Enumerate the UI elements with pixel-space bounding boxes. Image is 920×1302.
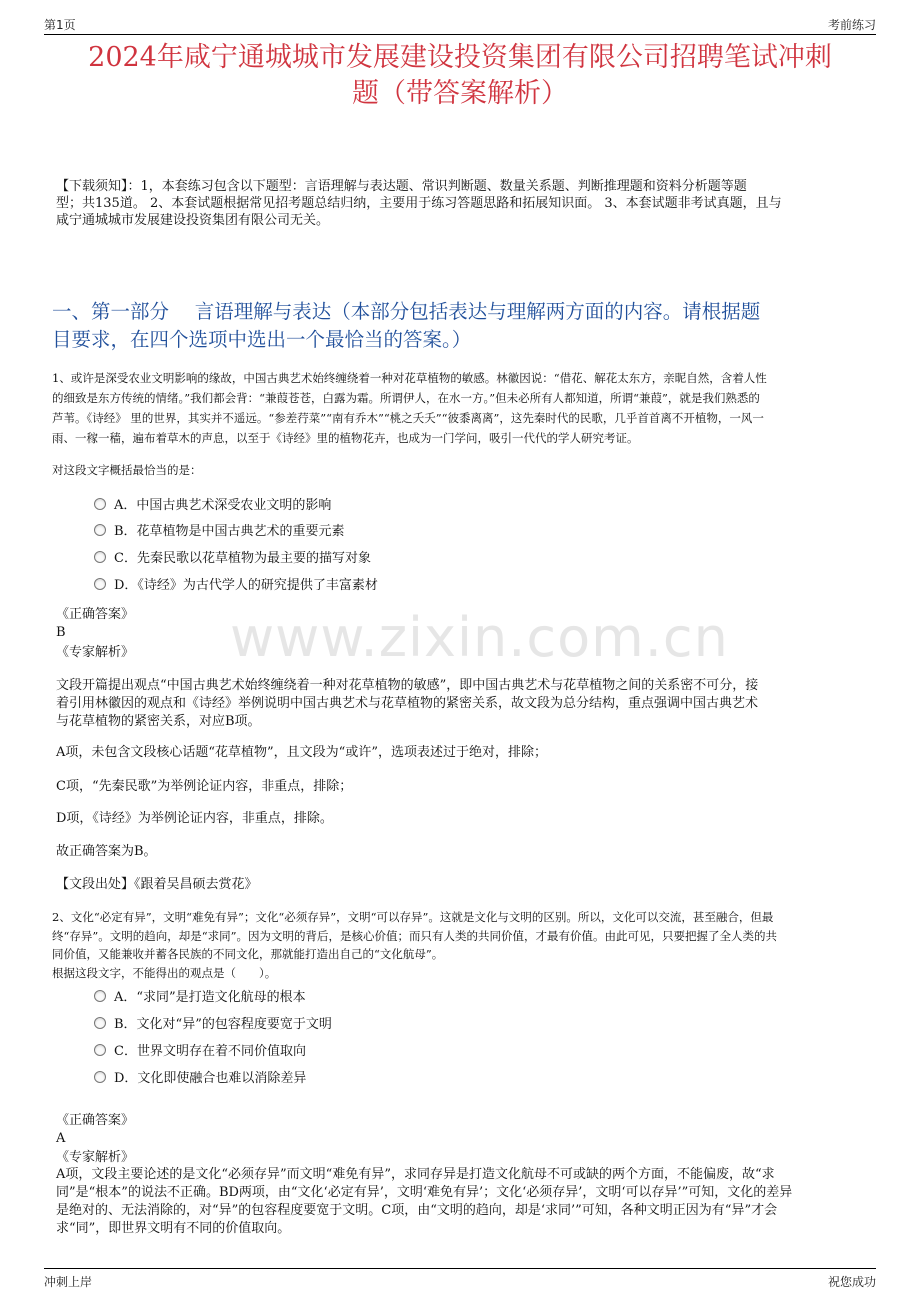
q1-stem [52, 368, 868, 448]
q1-answer-label: 《正确答案》 [56, 607, 135, 622]
stem-line: 芦苇。《诗经》 里的世界，其实并不遥远。“参差荇菜”“南有乔木”“桃之夭夭”“彼黍离离”，这先秦时代的民歌，几乎首首离不开植物，一风一 [52, 411, 764, 425]
q1-option-b[interactable]: B．花草植物是中国古典艺术的重要元素 [94, 523, 345, 541]
q2-stem [52, 908, 868, 982]
page-number: 第1页 [44, 18, 76, 32]
stem-line: 的细致是东方传统的情绪。”我们都会背：“兼葭苍苍，白露为霜。所谓伊人，在水一方。”但未必所有人都知道，所谓“兼葭”，就是我们熟悉的 [52, 391, 760, 405]
q1-option-c[interactable]: C．先秦民歌以花草植物为最主要的描写对象 [94, 550, 371, 568]
stem-line: 同价值，又能兼收并蓄各民族的不同文化，那就能打造出自己的“文化航母”。 [52, 947, 444, 961]
download-notice [56, 178, 864, 229]
stem-line: 1、或许是深受农业文明影响的缘故，中国古典艺术始终缠绕着一种对花草植物的敏感。林徽因说：“借花、解花太东方，亲昵自然，含着人性 [52, 371, 767, 385]
analysis-line: 与花草植物的紧密关系，对应B项。 [56, 714, 261, 729]
q1-source: 【文段出处】《跟着吴昌硕去赏花》 [56, 877, 258, 892]
stem-line: 2、文化“必定有异”，文明“难免有异”；文化“必须存异”，文明“可以存异”。这就是文化与文明的区别。所以，文化可以交流，甚至融合，但最 [52, 910, 774, 924]
footer-right: 祝您成功 [827, 1275, 876, 1289]
title-line-1: 2024年咸宁通城城市发展建设投资集团有限公司招聘笔试冲刺 [88, 42, 832, 73]
title-line-2: 题（带答案解析） [352, 78, 568, 109]
radio-icon[interactable] [94, 498, 106, 510]
header-tag: 考前练习 [827, 18, 876, 32]
page-footer [44, 1268, 876, 1289]
q2-analysis [56, 1166, 864, 1238]
radio-icon[interactable] [94, 1071, 106, 1083]
radio-icon[interactable] [94, 524, 106, 536]
analysis-line: A项，文段主要论述的是文化“必须存异”而文明“难免有异”，求同存异是打造文化航母不可或缺的两个方面，不能偏废，故“求 [56, 1167, 775, 1182]
notice-line: 【下载须知】：1，本套练习包含以下题型：言语理解与表达题、常识判断题、数量关系题、判断推理题和资料分析题等题 [56, 179, 747, 194]
q2-answer: A [56, 1131, 66, 1146]
watermark: www.zixin.com.cn [230, 606, 729, 669]
q2-answer-label: 《正确答案》 [56, 1113, 135, 1128]
q1-option-d[interactable]: D．《诗经》为古代学人的研究提供了丰富素材 [94, 577, 378, 595]
q1-option-a[interactable]: A．中国古典艺术深受农业文明的影响 [94, 497, 331, 515]
q2-analysis-label: 《专家解析》 [56, 1150, 135, 1165]
q1-conclusion: 故正确答案为B。 [56, 844, 157, 859]
section-line: 目要求，在四个选项中选出一个最恰当的答案。） [52, 328, 472, 351]
section-heading [52, 298, 870, 354]
footer-left: 冲刺上岸 [44, 1275, 93, 1289]
q1-note-a: A项，未包含文段核心话题“花草植物”，且文段为“或许”，选项表述过于绝对，排除； [56, 745, 547, 760]
stem-line: 根据这段文字，不能得出的观点是（ ）。 [52, 965, 277, 980]
q2-option-b[interactable]: B．文化对“异”的包容程度要宽于文明 [94, 1016, 332, 1034]
q1-answer: B [56, 625, 66, 640]
notice-line: 型；共135道。 2、本套试题根据常见招考题总结归纳，主要用于练习答题思路和拓展知识面。 3、本套试题非考试真题，且与 [56, 196, 782, 211]
radio-icon[interactable] [94, 1017, 106, 1029]
analysis-line: 着引用林徽因的观点和《诗经》举例说明中国古典艺术与花草植物的紧密关系，故文段为总分结构，重点强调中国古典艺术 [56, 696, 759, 711]
q2-option-d[interactable]: D．文化即使融合也难以消除差异 [94, 1070, 306, 1088]
radio-icon[interactable] [94, 1044, 106, 1056]
radio-icon[interactable] [94, 990, 106, 1002]
notice-line: 咸宁通城城市发展建设投资集团有限公司无关。 [56, 213, 330, 228]
stem-line: 雨、一稼一穑，遍布着草木的声息，以至于《诗经》里的植物花卉，也成为一门学问，吸引一代代的学人研究考证。 [52, 431, 639, 445]
analysis-line: 求“同”，即世界文明有不同的价值取向。 [56, 1221, 291, 1236]
q2-option-a[interactable]: A．“求同”是打造文化航母的根本 [94, 989, 306, 1007]
radio-icon[interactable] [94, 578, 106, 590]
stem-line: 终“存异”。文明的趋向，却是“求同”。因为文明的背后，是核心价值；而只有人类的共同价值，才最有价值。由此可见，只要把握了全人类的共 [52, 928, 778, 943]
analysis-line: 是绝对的、无法消除的，对“异”的包容程度要宽于文明。C项，由“文明的趋向，却是‘求同’”可知，各种文明正因为有“异”才会 [56, 1203, 778, 1218]
q1-prompt: 对这段文字概括最恰当的是： [52, 463, 202, 477]
q1-analysis-label: 《专家解析》 [56, 645, 135, 660]
radio-icon[interactable] [94, 551, 106, 563]
q1-analysis [56, 677, 864, 731]
q1-note-d: D项，《诗经》为举例论证内容，非重点，排除。 [56, 811, 333, 826]
document-title [50, 40, 870, 112]
analysis-line: 文段开篇提出观点“中国古典艺术始终缠绕着一种对花草植物的敏感”，即中国古典艺术与花草植物之间的关系密不可分，接 [56, 678, 759, 693]
section-line: 一、第一部分 言语理解与表达（本部分包括表达与理解两方面的内容。请根据题 [52, 300, 761, 323]
analysis-line: 同”是“根本”的说法不正确。BD两项，由“文化‘必定有异’，文明‘难免有异’；文化‘必须存异’，文明‘可以存异’”可知，文化的差异 [56, 1185, 793, 1200]
q2-option-c[interactable]: C．世界文明存在着不同价值取向 [94, 1043, 306, 1061]
q1-note-c: C项，“先秦民歌”为举例论证内容，非重点，排除； [56, 779, 353, 794]
page-header [44, 14, 876, 35]
